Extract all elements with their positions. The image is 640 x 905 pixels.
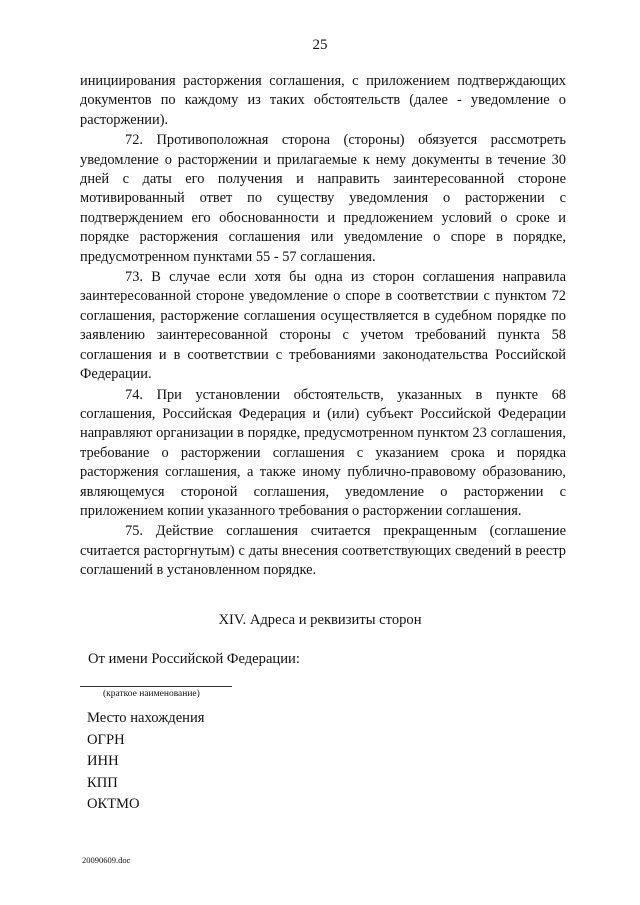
kpp-label: КПП [87,774,118,791]
location-label: Место нахождения [87,710,205,726]
paragraph-continuation: инициирования расторжения соглашения, с приложением подтверждающих документов по каждому из таких обстоятельств (далее - уведомление о расторжении). [80,73,566,128]
on-behalf-label: От имени Российской Федерации: [88,651,300,667]
paragraph-73: 73. В случае если хотя бы одна из сторон соглашения направила заинтересованной стороне уведомление о споре в соответствии с пунктом 72 соглашения, расторжение соглашения осуществляется в судебном порядке по заявлению заинтересованной стороны с учетом требований пункта 58 соглашения и в соответствии с требованиями законодательства Российской Федерации. [80,269,566,383]
signature-line [80,686,232,687]
oktmo-label: ОКТМО [87,796,140,813]
ogrn-label: ОГРН [87,731,125,748]
signature-caption: (краткое наименование) [103,689,200,699]
paragraph-74: 74. При установлении обстоятельств, указанных в пункте 68 соглашения, Российская Федерация и (или) субъект Российской Федерации направляют организации в порядке, предусмотренном пунктом 23 соглашения, требование о расторжении соглашения с указанием срока и порядка расторжения соглашения, а также иному публично-правовому образованию, являющемуся стороной соглашения, уведомление о расторжении с приложением копии указанного требования о расторжении соглашения. [80,386,566,519]
page-number: 25 [312,37,328,53]
section-heading: XIV. Адреса и реквизиты сторон [218,612,422,628]
paragraph-72: 72. Противоположная сторона (стороны) обязуется рассмотреть уведомление о расторжении и прилагаемые к нему документы в течение 30 дней с даты его получения и направить заинтересованной стороне мотивированный ответ по существу уведомления о расторжении с подтверждением его обоснованности и предложением условий о сроке и порядке расторжения соглашения или уведомление о споре в порядке, предусмотренном пунктами 55 - 57 соглашения. [80,132,566,265]
file-name: 20090609.doc [82,855,131,865]
document-body [80,72,566,582]
inn-label: ИНН [87,753,119,770]
paragraph-75: 75. Действие соглашения считается прекращенным (соглашение считается расторгнутым) с даты внесения соответствующих сведений в реестр соглашений в установленном порядке. [80,523,566,579]
party-details [87,708,205,816]
